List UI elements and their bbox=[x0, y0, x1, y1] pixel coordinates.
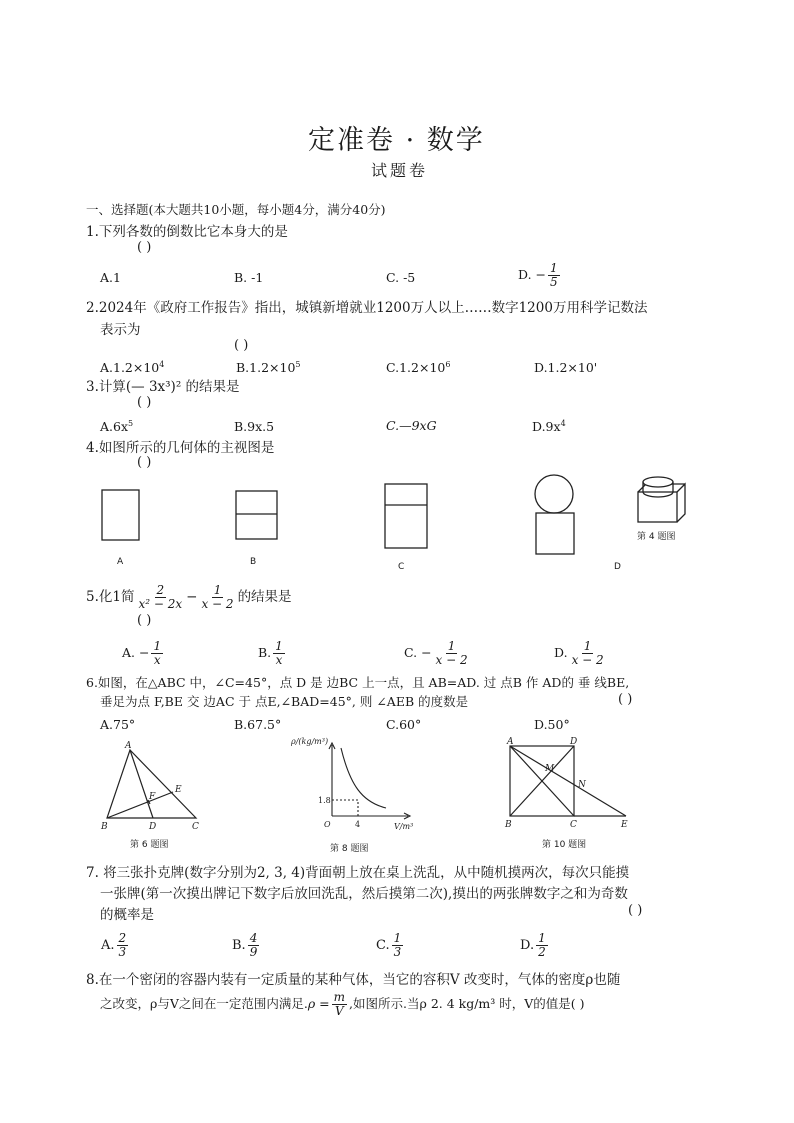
q5-option-b: B. $\frac{1}{x}$ bbox=[258, 639, 283, 667]
fig10-label-m: M bbox=[545, 764, 555, 774]
q2-option-d: D.1.2×10' bbox=[534, 360, 598, 375]
fig10-label-a: A bbox=[507, 737, 514, 747]
fig8-x-mark: 4 bbox=[355, 820, 361, 829]
q4-label-a: A bbox=[117, 557, 124, 567]
q7-option-d: D. $\frac{1}{2}$ bbox=[520, 931, 546, 959]
q4-label-d: D bbox=[614, 562, 621, 572]
answer-bracket-2: ( ) bbox=[234, 338, 249, 353]
q6-option-a: A.75° bbox=[100, 717, 136, 732]
fig8-x-label: V/m³ bbox=[394, 822, 414, 831]
fig10-label-n: N bbox=[578, 780, 586, 790]
question-7-line-1: 7. 将三张扑克牌(数字分别为2, 3, 4)背面朝上放在桌上洗乱，从中随机摸两次，每次只能摸 bbox=[86, 865, 630, 881]
q3-option-b: B.9x.5 bbox=[234, 419, 275, 434]
fig8-origin: O bbox=[324, 820, 331, 829]
fig8-y-label: ρ/(kg/m³) bbox=[291, 737, 329, 746]
q4-figure-caption: 第 4 题图 bbox=[637, 532, 676, 542]
q6-option-b: B.67.5° bbox=[234, 717, 282, 732]
fig10-label-c: C bbox=[570, 820, 577, 830]
answer-bracket-5: ( ) bbox=[137, 613, 152, 628]
fig10-label-b: B bbox=[505, 820, 512, 830]
fig8-caption: 第 8 题图 bbox=[330, 844, 369, 854]
question-2-line-1: 2.2024年《政府工作报告》指出，城镇新增就业1200万人以上……数字1200万用科学记数法 bbox=[86, 300, 648, 316]
fig10-caption: 第 10 题图 bbox=[542, 840, 587, 850]
question-6-line-1: 6.如图，在△ABC 中，∠C=45°，点 D 是 边BC 上一点，且 AB=AD. 过 点B 作 AD的 垂 线BE, bbox=[86, 675, 630, 690]
answer-bracket-6: ( ) bbox=[618, 692, 633, 707]
figure-6 bbox=[107, 750, 196, 818]
q1-option-a: A.1 bbox=[100, 270, 121, 285]
q6-option-c: C.60° bbox=[386, 717, 422, 732]
question-8-line-2: 之改变，ρ与V之间在一定范围内满足.ρ = $\frac{m}{V}$ ,如图所示.当ρ 2. 4 kg/m³ 时，V的值是( ) bbox=[100, 990, 585, 1018]
question-6-line-2: 垂足为点 F,BE 交 边AC 于 点E,∠BAD=45°, 则 ∠AEB 的度数是 bbox=[100, 694, 469, 709]
q5-option-d: D. $\frac{1}{x - 2}$ bbox=[554, 639, 604, 667]
q2-option-a: $A.1.2\times 10^4$ bbox=[100, 360, 165, 376]
question-7-line-2: 一张牌(第一次摸出牌记下数字后放回洗乱，然后摸第二次),摸出的两张牌数字之和为奇数 bbox=[100, 886, 628, 902]
q4-label-c: C bbox=[398, 562, 405, 572]
question-7-line-3: 的概率是 bbox=[100, 907, 154, 923]
q1-option-d: D. − $\frac{1}{5}$ bbox=[518, 261, 558, 289]
fig10-label-e: E bbox=[621, 820, 628, 830]
question-8-line-1: 8.在一个密闭的容器内装有一定质量的某种气体，当它的容积V 改变时，气体的密度ρ也随 bbox=[86, 972, 621, 988]
question-1-text: 1.下列各数的倒数比它本身大的是 bbox=[86, 224, 288, 240]
answer-bracket-4: ( ) bbox=[137, 455, 152, 470]
fig6-label-a: A bbox=[125, 741, 132, 751]
q7-option-b: B. $\frac{4}{9}$ bbox=[232, 931, 258, 959]
q5-option-c: C. − $\frac{1}{x - 2}$ bbox=[404, 639, 468, 667]
question-2-line-2: 表示为 bbox=[100, 322, 141, 338]
fig6-label-e: E bbox=[175, 785, 182, 795]
answer-bracket-7: ( ) bbox=[628, 903, 643, 918]
question-4-text: 4.如图所示的几何体的主视图是 bbox=[86, 440, 275, 456]
question-5-text: 5.化1简 $\frac{2}{\text{x² − 2x}}$ − $\frac{1}{x - 2}$ 的结果是 bbox=[86, 583, 292, 611]
question-3-text: 3.计算(— 3x³)² 的结果是 bbox=[86, 379, 240, 395]
q1-option-b: B. -1 bbox=[234, 270, 264, 285]
fig10-label-d: D bbox=[570, 737, 578, 747]
q6-option-d: D.50° bbox=[534, 717, 570, 732]
q3-option-a: $A.6x^5$ bbox=[100, 419, 134, 435]
q5-option-a: A. − $\frac{1}{x}$ bbox=[122, 639, 162, 667]
answer-bracket-3: ( ) bbox=[137, 395, 152, 410]
q4-label-b: B bbox=[250, 557, 257, 567]
fig6-label-c: C bbox=[192, 822, 199, 832]
fig8-y-mark: 1.8 bbox=[318, 796, 331, 805]
section-heading: 一、选择题(本大题共10小题，每小题4分，满分40分) bbox=[86, 202, 386, 217]
q7-option-a: A. $\frac{2}{3}$ bbox=[101, 931, 127, 959]
q7-option-c: C. $\frac{1}{3}$ bbox=[376, 931, 402, 959]
q2-option-b: $B.1.2\times 10^5$ bbox=[236, 360, 301, 376]
figure-10 bbox=[510, 746, 626, 816]
q1-option-c: C. -5 bbox=[386, 270, 416, 285]
q3-option-d: $D.9x^4$ bbox=[532, 419, 566, 435]
fig6-label-f: F bbox=[149, 792, 156, 802]
q2-option-c: $C.1.2\times 10^6$ bbox=[386, 360, 451, 376]
q3-option-c: C.—9xG bbox=[386, 418, 437, 433]
page-title: 定准卷 · 数学 bbox=[308, 125, 485, 156]
fig6-caption: 第 6 题图 bbox=[130, 840, 169, 850]
fig6-label-b: B bbox=[101, 822, 108, 832]
fig6-label-d: D bbox=[149, 822, 157, 832]
page-subtitle: 试题卷 bbox=[371, 161, 429, 180]
answer-bracket-1: ( ) bbox=[137, 240, 152, 255]
figure-8 bbox=[329, 743, 410, 819]
